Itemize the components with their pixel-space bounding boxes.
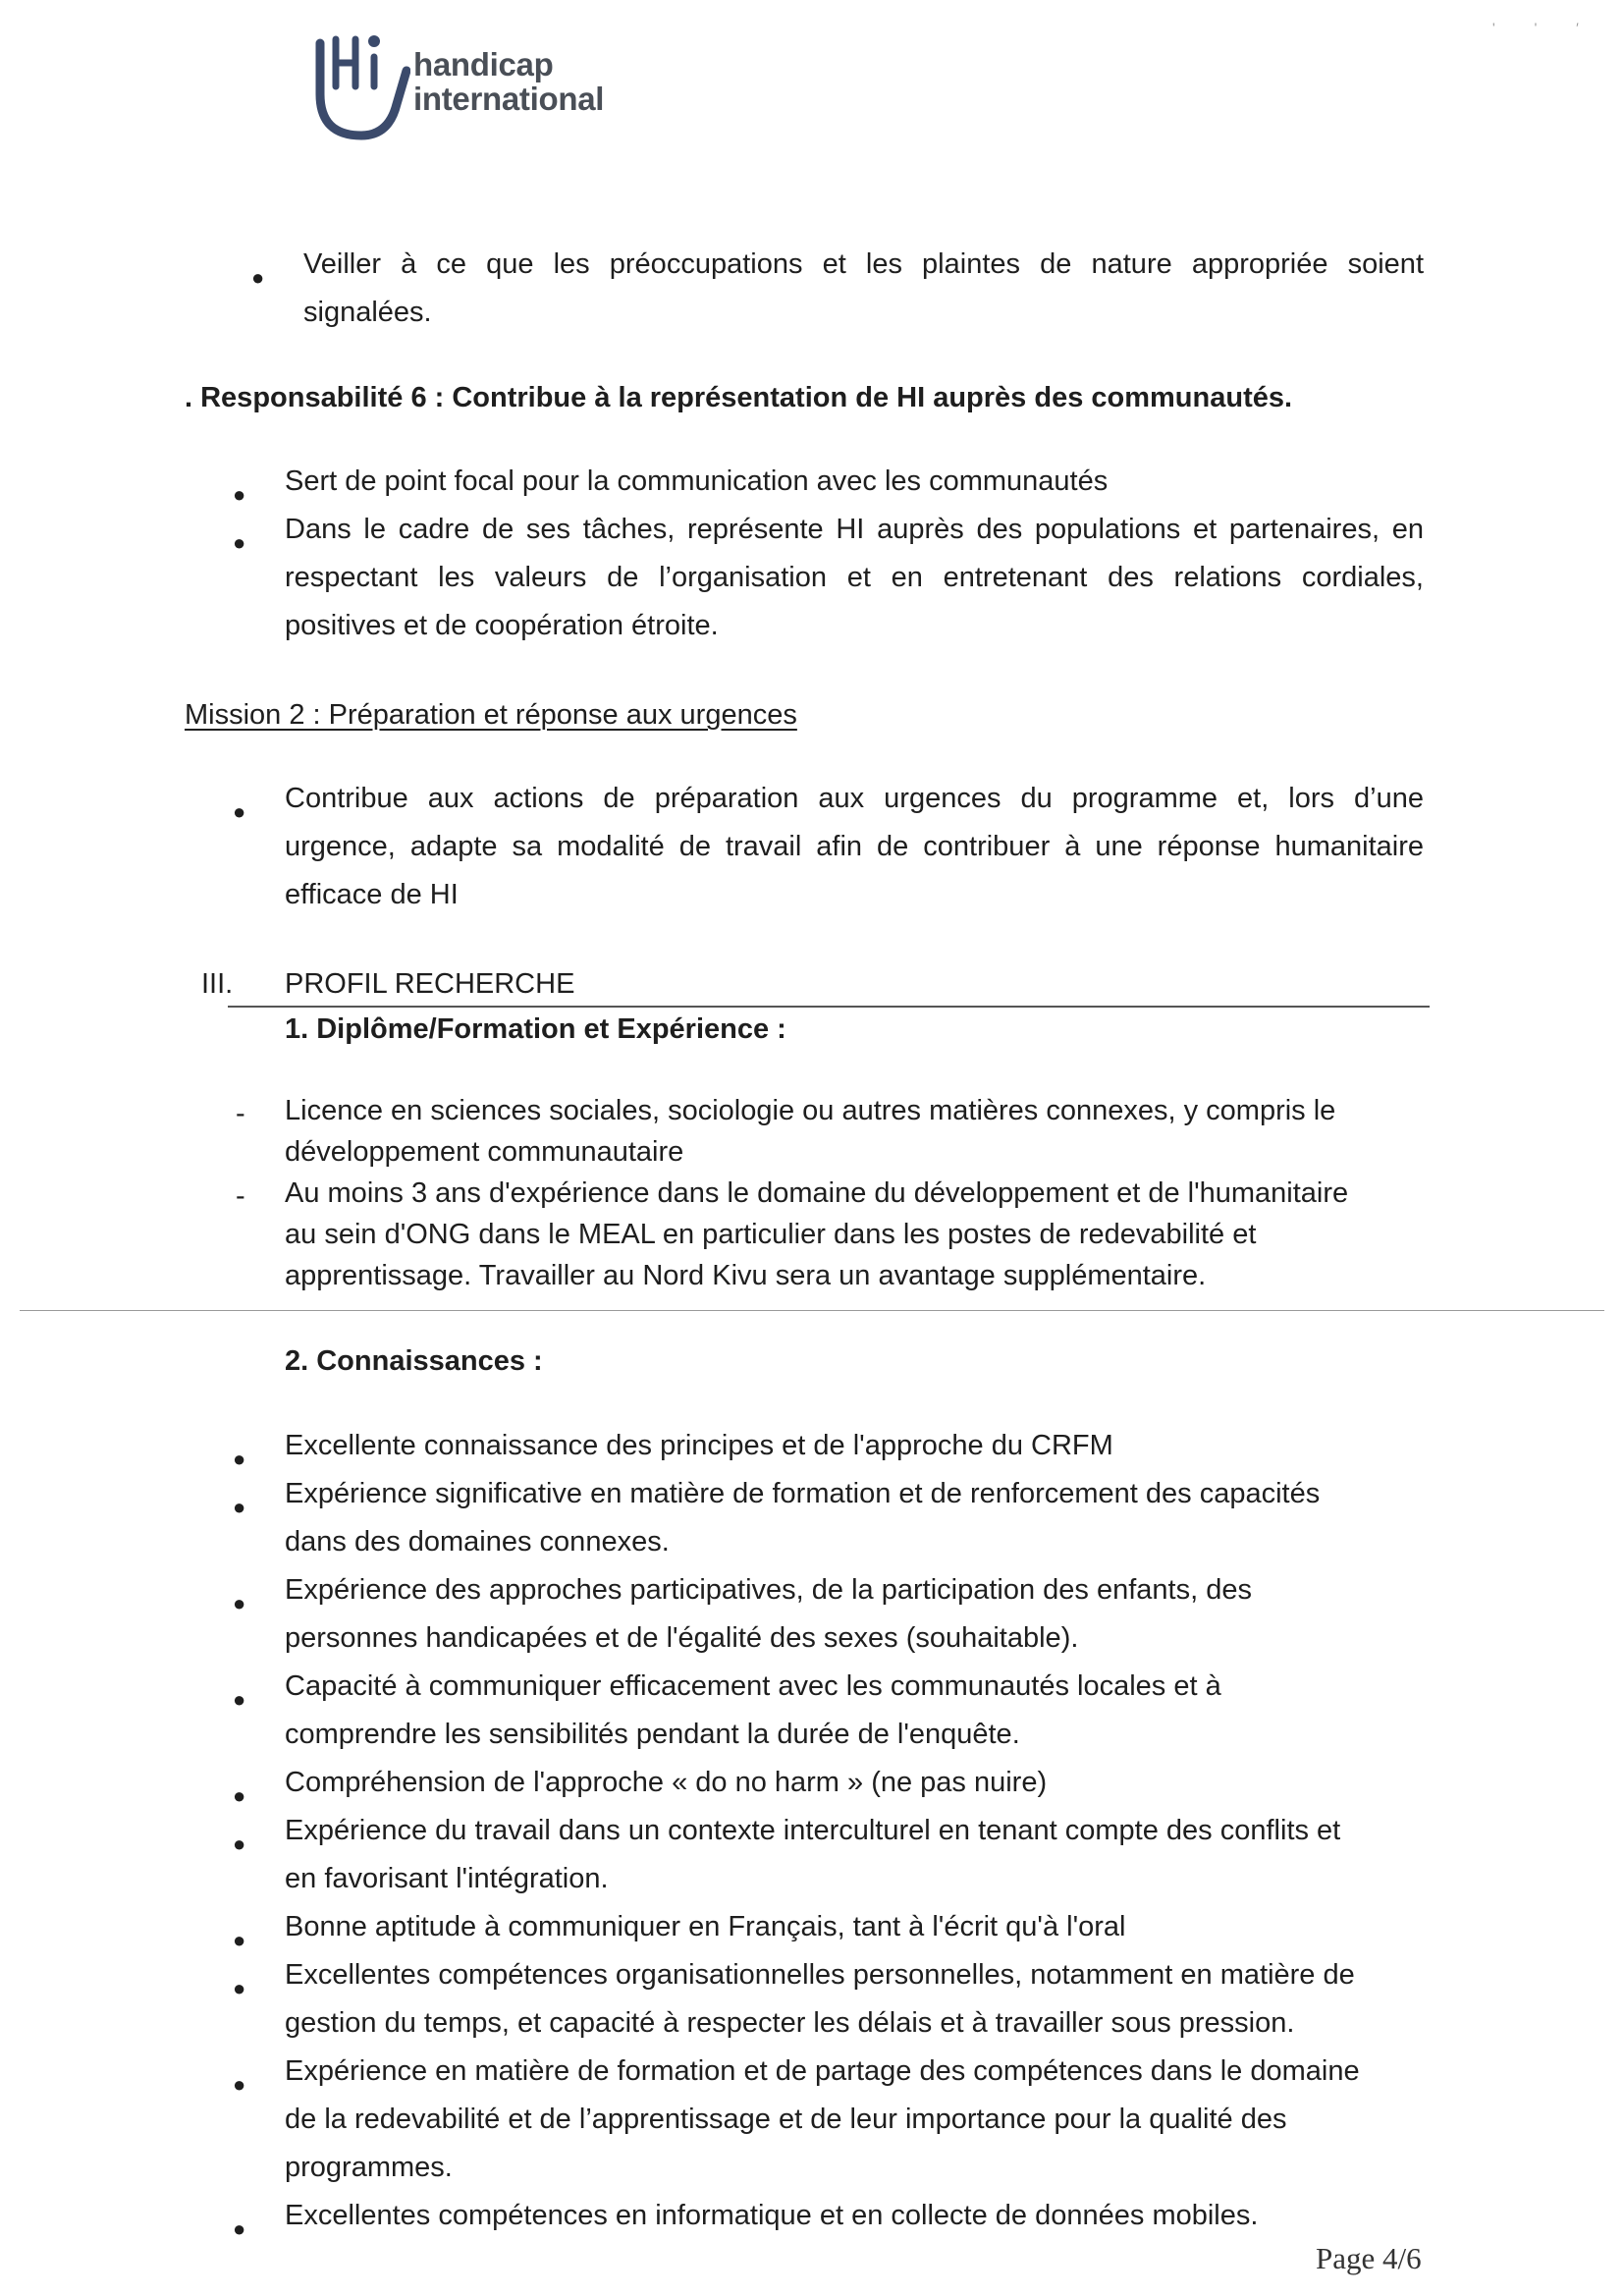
diplome-2-line-2: au sein d'ONG dans le MEAL en particulier dans les postes de redevabilité et bbox=[285, 1219, 1257, 1250]
section-title: PROFIL RECHERCHE bbox=[285, 968, 575, 1000]
connaissance-9-line-1: Expérience en matière de formation et de partage des compétences dans le domaine bbox=[285, 2055, 1360, 2087]
mission2-line-3: efficace de HI bbox=[285, 879, 459, 910]
bullet-icon: ● bbox=[233, 1928, 246, 1952]
bullet-icon: ● bbox=[233, 1976, 246, 2000]
mission2-line-1: Contribue aux actions de préparation aux urgences du programme et, lors d’une bbox=[285, 783, 1424, 814]
logo-line-international: international bbox=[413, 81, 605, 117]
connaissance-4-line-2: comprendre les sensibilités pendant la durée de l'enquête. bbox=[285, 1719, 1020, 1750]
connaissance-3-line-1: Expérience des approches participatives, de la participation des enfants, des bbox=[285, 1574, 1252, 1606]
hi-logo bbox=[312, 26, 666, 153]
bullet-icon: ● bbox=[233, 482, 246, 507]
connaissance-9-line-2: de la redevabilité et de l’apprentissage et de leur importance pour la qualité des bbox=[285, 2104, 1287, 2135]
subsection-connaissances: 2. Connaissances : bbox=[285, 1345, 543, 1377]
mission2-line-2: urgence, adapte sa modalité de travail afin de contribuer à une réponse humanitaire bbox=[285, 831, 1424, 862]
logo-wordmark bbox=[413, 47, 604, 116]
bullet-icon: ● bbox=[233, 1831, 246, 1856]
connaissance-7: Bonne aptitude à communiquer en Français, tant à l'écrit qu'à l'oral bbox=[285, 1911, 1126, 1942]
connaissance-9-line-3: programmes. bbox=[285, 2152, 453, 2183]
hand-logo-icon bbox=[312, 26, 410, 143]
bullet-icon: ● bbox=[233, 2216, 246, 2241]
bullet-icon: ● bbox=[233, 1447, 246, 1471]
bullet-icon: ● bbox=[251, 265, 265, 290]
bullet-icon: ● bbox=[233, 1591, 246, 1615]
diplome-2-line-1: Au moins 3 ans d'expérience dans le domaine du développement et de l'humanitaire bbox=[285, 1177, 1349, 1209]
mission2-heading: Mission 2 : Préparation et réponse aux urgences bbox=[185, 699, 797, 731]
bullet-icon: ● bbox=[233, 799, 246, 824]
resp6-bullet-1: Sert de point focal pour la communication avec les communautés bbox=[285, 465, 1109, 497]
bullet-icon: ● bbox=[233, 2072, 246, 2097]
scan-specks: ' ' ′ bbox=[1492, 20, 1597, 35]
bullet-icon: ● bbox=[233, 1495, 246, 1519]
page-break-line bbox=[20, 1310, 1604, 1311]
connaissance-5: Compréhension de l'approche « do no harm » (ne pas nuire) bbox=[285, 1767, 1048, 1798]
bullet-icon: ● bbox=[233, 1783, 246, 1808]
connaissance-2-line-2: dans des domaines connexes. bbox=[285, 1526, 670, 1558]
section-numeral: III. bbox=[201, 968, 234, 1000]
connaissance-6-line-2: en favorisant l'intégration. bbox=[285, 1863, 609, 1894]
intro-line-1: Veiller à ce que les préoccupations et les plaintes de nature appropriée soient bbox=[303, 248, 1424, 280]
logo-line-handicap: handicap bbox=[413, 46, 554, 82]
resp6-bullet-2-line-3: positives et de coopération étroite. bbox=[285, 610, 719, 641]
resp6-heading: . Responsabilité 6 : Contribue à la représentation de HI auprès des communautés. bbox=[185, 382, 1293, 413]
connaissance-10: Excellentes compétences en informatique et en collecte de données mobiles. bbox=[285, 2200, 1259, 2231]
connaissance-6-line-1: Expérience du travail dans un contexte interculturel en tenant compte des conflits et bbox=[285, 1815, 1341, 1846]
connaissance-1: Excellente connaissance des principes et de l'approche du CRFM bbox=[285, 1430, 1113, 1461]
diplome-2-line-3: apprentissage. Travailler au Nord Kivu sera un avantage supplémentaire. bbox=[285, 1260, 1207, 1291]
resp6-bullet-2-line-1: Dans le cadre de ses tâches, représente HI auprès des populations et partenaires, en bbox=[285, 514, 1424, 545]
page-number: Page 4/6 bbox=[1316, 2241, 1422, 2275]
dash-icon: - bbox=[236, 1180, 245, 1212]
connaissance-8-line-1: Excellentes compétences organisationnelles personnelles, notamment en matière de bbox=[285, 1959, 1355, 1991]
connaissance-3-line-2: personnes handicapées et de l'égalité des sexes (souhaitable). bbox=[285, 1622, 1079, 1654]
resp6-bullet-2-line-2: respectant les valeurs de l’organisation et en entretenant des relations cordiales, bbox=[285, 562, 1424, 593]
connaissance-8-line-2: gestion du temps, et capacité à respecter les délais et à travailler sous pression. bbox=[285, 2007, 1295, 2039]
connaissance-2-line-1: Expérience significative en matière de formation et de renforcement des capacités bbox=[285, 1478, 1321, 1509]
connaissance-4-line-1: Capacité à communiquer efficacement avec les communautés locales et à bbox=[285, 1670, 1221, 1702]
subsection-diplome: 1. Diplôme/Formation et Expérience : bbox=[285, 1013, 786, 1045]
intro-line-2: signalées. bbox=[303, 297, 432, 328]
bullet-icon: ● bbox=[233, 530, 246, 555]
diplome-1-line-1: Licence en sciences sociales, sociologie ou autres matières connexes, y compris le bbox=[285, 1095, 1336, 1126]
bullet-icon: ● bbox=[233, 1687, 246, 1712]
dash-icon: - bbox=[236, 1098, 245, 1129]
diplome-1-line-2: développement communautaire bbox=[285, 1136, 684, 1168]
